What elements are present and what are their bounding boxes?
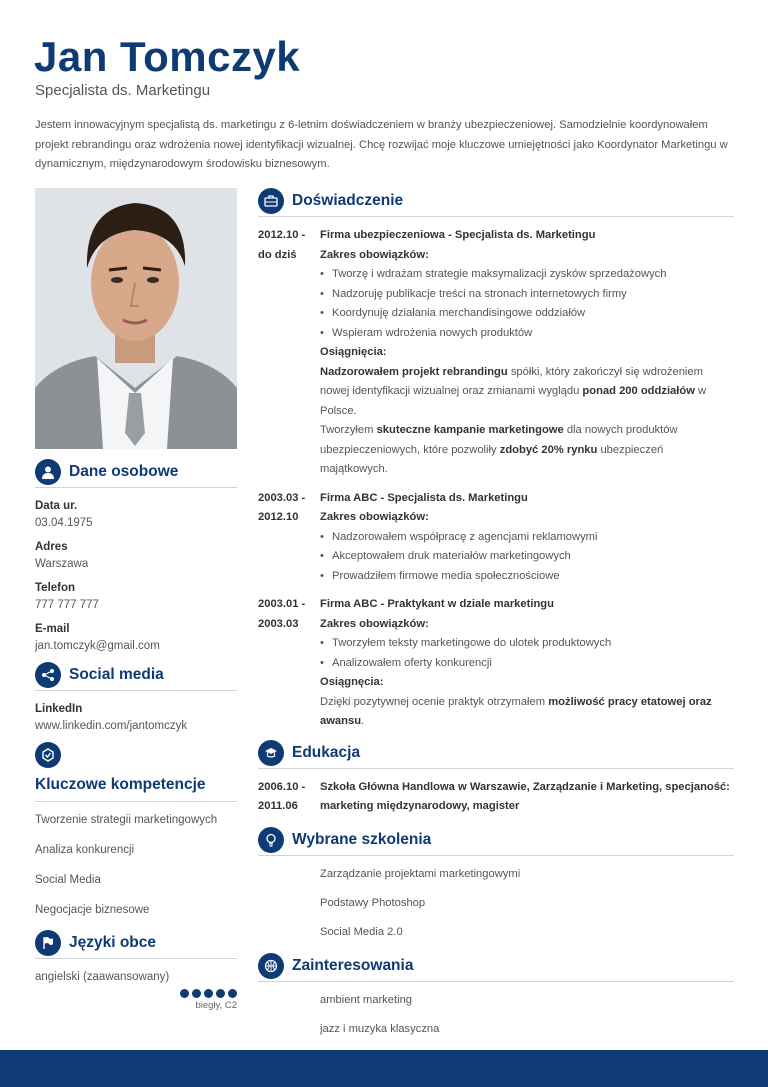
competence-item: Tworzenie strategii marketingowych bbox=[35, 814, 218, 826]
address-label: Adres bbox=[35, 541, 68, 553]
birth-date-value: 03.04.1975 bbox=[35, 517, 93, 529]
duty-item: • Koordynuję działania merchandisingowe oddziałów bbox=[320, 304, 734, 324]
education-text: Szkoła Główna Handlowa w Warszawie, Zarządzanie i Marketing, specjaność: marketing międzynarodowy, magister bbox=[320, 780, 730, 812]
language-level-dot bbox=[216, 989, 225, 998]
phone-label: Telefon bbox=[35, 582, 76, 594]
phone-value: 777 777 777 bbox=[35, 599, 99, 611]
education-dates bbox=[258, 778, 320, 817]
language-name: angielski (zaawansowany) bbox=[35, 971, 170, 983]
language-level: biegły, C2 bbox=[195, 1000, 237, 1011]
duty-item: • Wspieram wdrożenia nowych produktów bbox=[320, 324, 734, 344]
email-value[interactable]: jan.tomczyk@gmail.com bbox=[35, 640, 160, 652]
profile-summary: Jestem innowacyjnym specjalistą ds. marketingu z 6-letnim doświadczeniem w branży ubezpieczeniowej. Samodzielnie koordynowałem projekt rebrandingu oraz wdrożenia nowej identyfikacji wizualnej. Chcę rozwijać moje kluczowe umiejętności jako Koordynator Marketingu w dynamicznym, międzynarodowym środowisku biznesowym. bbox=[35, 119, 728, 170]
job-dates bbox=[258, 489, 320, 587]
duty-item: • Analizowałem oferty konkurencji bbox=[320, 654, 734, 674]
experience-title: Doświadczenie bbox=[292, 192, 404, 209]
candidate-name: Jan Tomczyk bbox=[34, 33, 301, 80]
person-icon bbox=[35, 459, 61, 485]
duty-item: • Nadzoruję publikacje treści na stronach internetowych firmy bbox=[320, 285, 734, 305]
basketball-icon bbox=[258, 953, 284, 979]
duty-item: • Tworzę i wdrażam strategie maksymalizacji zysków sprzedażowych bbox=[320, 265, 734, 285]
birth-date-label: Data ur. bbox=[35, 500, 78, 512]
personal-data-title: Dane osobowe bbox=[69, 463, 179, 480]
job-dates bbox=[258, 226, 320, 480]
duties-label: Zakres obowiązków: bbox=[320, 248, 429, 261]
candidate-role: Specjalista ds. Marketingu bbox=[35, 82, 211, 99]
job-entry bbox=[258, 489, 734, 587]
duties-label: Zakres obowiązków: bbox=[320, 617, 429, 630]
duties-list bbox=[320, 265, 734, 343]
education-header bbox=[258, 738, 734, 769]
job-body bbox=[320, 595, 734, 732]
lightbulb-icon bbox=[258, 827, 284, 853]
social-media-title: Social media bbox=[69, 666, 164, 683]
achievement-text: Tworzyłem skuteczne kampanie marketingowe dla nowych produktów ubezpieczeniowych, które pozwoliły zdobyć 20% rynku ubezpieczeń majątkowych. bbox=[320, 424, 678, 475]
languages-title: Języki obce bbox=[69, 934, 157, 951]
job-entry bbox=[258, 226, 734, 480]
job-body bbox=[320, 489, 734, 587]
social-media-header bbox=[35, 660, 237, 691]
trainings-title: Wybrane szkolenia bbox=[292, 830, 432, 848]
job-title: Firma ABC - Specjalista ds. Marketingu bbox=[320, 491, 528, 504]
flag-icon bbox=[35, 930, 61, 956]
competence-item: Social Media bbox=[35, 874, 101, 886]
education-date-end: 2011.06 bbox=[258, 800, 298, 812]
job-title: Firma ubezpieczeniowa - Specjalista ds. Marketingu bbox=[320, 229, 596, 241]
briefcase-icon bbox=[258, 188, 284, 214]
interests-title: Zainteresowania bbox=[292, 956, 414, 974]
personal-data-header bbox=[35, 457, 237, 488]
job-date-end: do dziś bbox=[258, 248, 297, 261]
language-level-dots bbox=[35, 989, 237, 998]
achievement-text: Nadzorowałem projekt rebrandingu spółki, który zakończył się wdrożeniem nowej identyfikacji wizualnej oraz zmianami wyglądu ponad 200 oddziałów w Polsce. bbox=[320, 365, 707, 417]
share-icon bbox=[35, 662, 61, 688]
badge-icon bbox=[35, 742, 61, 768]
linkedin-value[interactable]: www.linkedin.com/jantomczyk bbox=[35, 720, 188, 732]
left-column bbox=[35, 457, 237, 1011]
job-date-end: 2003.03 bbox=[258, 617, 299, 630]
duty-item: • Akceptowałem druk materiałów marketingowych bbox=[320, 547, 734, 567]
training-item: Social Media 2.0 bbox=[320, 925, 403, 938]
achievement-text: Dzięki pozytywnej ocenie praktyk otrzymałem możliwość pracy etatowej oraz awansu. bbox=[320, 695, 712, 727]
address-value: Warszawa bbox=[35, 558, 89, 570]
achievements-label: Osiągnięcia: bbox=[320, 346, 387, 358]
language-level-dot bbox=[180, 989, 189, 998]
trainings-header bbox=[258, 825, 734, 856]
job-title: Firma ABC - Praktykant w dziale marketingu bbox=[320, 598, 554, 610]
job-date-start: 2003.03 - bbox=[258, 491, 306, 504]
competence-item: Negocjacje biznesowe bbox=[35, 904, 150, 916]
duty-item: • Tworzyłem teksty marketingowe do ulotek produktowych bbox=[320, 634, 734, 654]
education-entry bbox=[258, 778, 734, 817]
training-item: Zarządzanie projektami marketingowymi bbox=[320, 867, 521, 880]
competences-block bbox=[35, 742, 237, 922]
duties-list bbox=[320, 634, 734, 673]
training-item: Podstawy Photoshop bbox=[320, 896, 426, 909]
portrait-illustration bbox=[35, 188, 237, 449]
language-level-dot bbox=[192, 989, 201, 998]
duty-item: • Nadzorowałem współpracę z agencjami reklamowymi bbox=[320, 528, 734, 548]
interest-item: jazz i muzyka klasyczna bbox=[320, 1022, 440, 1035]
job-dates bbox=[258, 595, 320, 732]
interest-item: ambient marketing bbox=[320, 993, 413, 1006]
education-date-start: 2006.10 - bbox=[258, 780, 306, 793]
job-date-start: 2012.10 - bbox=[258, 229, 306, 241]
job-body bbox=[320, 226, 734, 480]
job-date-end: 2012.10 bbox=[258, 511, 299, 523]
competence-item: Analiza konkurencji bbox=[35, 844, 135, 856]
duties-label: Zakres obowiązków: bbox=[320, 511, 429, 523]
email-label: E-mail bbox=[35, 623, 70, 635]
experience-header bbox=[258, 186, 734, 217]
languages-header bbox=[35, 928, 237, 959]
achievements-label: Osiągnęcia: bbox=[320, 676, 384, 688]
language-level-dot bbox=[228, 989, 237, 998]
right-column bbox=[258, 186, 734, 1040]
job-entry bbox=[258, 595, 734, 732]
graduation-cap-icon bbox=[258, 740, 284, 766]
linkedin-label: LinkedIn bbox=[35, 703, 83, 715]
job-date-start: 2003.01 - bbox=[258, 598, 306, 610]
education-title: Edukacja bbox=[292, 743, 361, 761]
interests-header bbox=[258, 951, 734, 982]
competences-title: Kluczowe kompetencje bbox=[35, 776, 237, 802]
duties-list bbox=[320, 528, 734, 587]
duty-item: • Prowadziłem firmowe media społecznościowe bbox=[320, 567, 734, 587]
footer-bar bbox=[0, 1050, 768, 1087]
profile-photo bbox=[35, 188, 237, 449]
language-level-dot bbox=[204, 989, 213, 998]
